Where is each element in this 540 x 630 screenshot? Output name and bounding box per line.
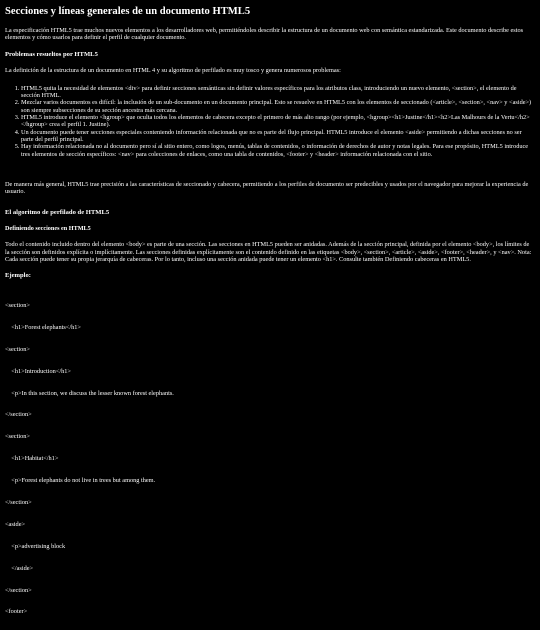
- code-line: <footer>: [5, 608, 28, 616]
- list-item: 3. HTML5 introduce el elemento <hgroup> que oculta todos los elementos de cabecera excepto el primero de más alto rango (por ejemplo, <hgroup><h1>Justine</h1><h2>Las Malhours de la Vertu</h2></hgroup> crea el perfil 1. Justine).: [21, 114, 535, 129]
- problems-intro: La definición de la estructura de un documento en HTML 4 y su algoritmo de perfilado es muy tosco y genera numerosos problemas:: [5, 66, 341, 74]
- fixes-list: [5, 85, 535, 158]
- code-line: <h1>Introduction</h1>: [5, 367, 71, 375]
- algorithm-heading: El algoritmo de perfilado de HTML5: [5, 209, 110, 217]
- code-line: <section>: [5, 433, 30, 441]
- code-line: <section>: [5, 301, 30, 309]
- code-line: <p>Forest elephants do not live in trees but among them.: [5, 477, 156, 485]
- list-item: 5. Hay información relacionada no al documento pero sí al sitio entero, como logos, menús, tablas de contenidos, o información de derechos de autor y notas legales. Para ese propósito, HTML5 introduce tres elementos de sección específicos: <nav> para colecciones de enlaces, como una tabla de contenidos, <footer> y <header> información relacionada con el sitio.: [21, 143, 535, 158]
- code-line: <h1>Habitat</h1>: [5, 455, 59, 463]
- list-item: 2. Mezclar varios documentos es difícil: la inclusión de un sub-documento en un documento principal. Esto se resuelve en HTML5 con los elementos de seccionado (<article>, <section>, <nav> y <aside>) son siempre subsecciones de su sección ancestra más cercana.: [21, 99, 535, 114]
- list-item: 1. HTML5 quita la necesidad de elementos <div> para definir secciones semánticas sin definir valores específicos para los atributos class, introduciendo un nuevo elemento, <section>, el elemento de sección HTML.: [21, 85, 535, 100]
- code-example: [5, 287, 535, 630]
- code-line: </aside>: [5, 564, 34, 572]
- code-line: </section>: [5, 411, 32, 419]
- code-line: <p>In this section, we discuss the lesser known forest elephants.: [5, 389, 174, 397]
- intro-paragraph: La especificación HTML5 trae muchos nuevos elementos a los desarrolladores web, permitiéndoles describir la estructura de un documento web con semántica estandarizada. Este documento describe estos elementos y cómo usarlos para definir el perfil de cualquier documento.: [5, 27, 524, 42]
- example-heading: Ejemplo:: [5, 272, 32, 280]
- code-line: <h1>Forest elephants</h1>: [5, 323, 81, 331]
- sections-heading: Definiendo secciones en HTML5: [5, 225, 91, 233]
- code-line: </section>: [5, 586, 32, 594]
- code-line: <p>advertising block: [5, 542, 66, 550]
- summary-paragraph: De manera más general, HTML5 trae precisión a las características de seccionado y cabecera, permitiendo a los perfiles de documento ser predecibles y usados por el navegador para mejorar la experiencia de usuario.: [5, 180, 529, 196]
- code-line: </section>: [5, 498, 32, 506]
- code-line: <section>: [5, 345, 30, 353]
- code-line: <aside>: [5, 520, 26, 528]
- problems-heading: Problemas resueltos por HTML5: [5, 50, 98, 58]
- list-item: 4. Un documento puede tener secciones especiales conteniendo información relacionada que no es parte del flujo principal. HTML5 introduce el elemento <aside> permitiendo a dichas secciones no ser parte del perfil principal.: [21, 129, 535, 144]
- sections-paragraph: Todo el contenido incluido dentro del elemento <body> es parte de una sección. Las secciones en HTML5 pueden ser anidadas. Además de la sección principal, definida por el elemento <body>, los límites de la sección son definidos explícita o implícitamente. Las secciones definidas explícitamente son el contenido definido en las etiquetas <body>, <section>, <article>, <aside>, <footer>, <header>, y <nav>. Nota: Cada sección puede tener su propia jerarquía de cabeceras. Por lo tanto, incluso una sección anidada puede tener un elemento <h1>. Consulte también Definiendo cabeceras en HTML5.: [5, 241, 532, 264]
- page-title: Secciones y líneas generales de un documento HTML5: [5, 6, 251, 17]
